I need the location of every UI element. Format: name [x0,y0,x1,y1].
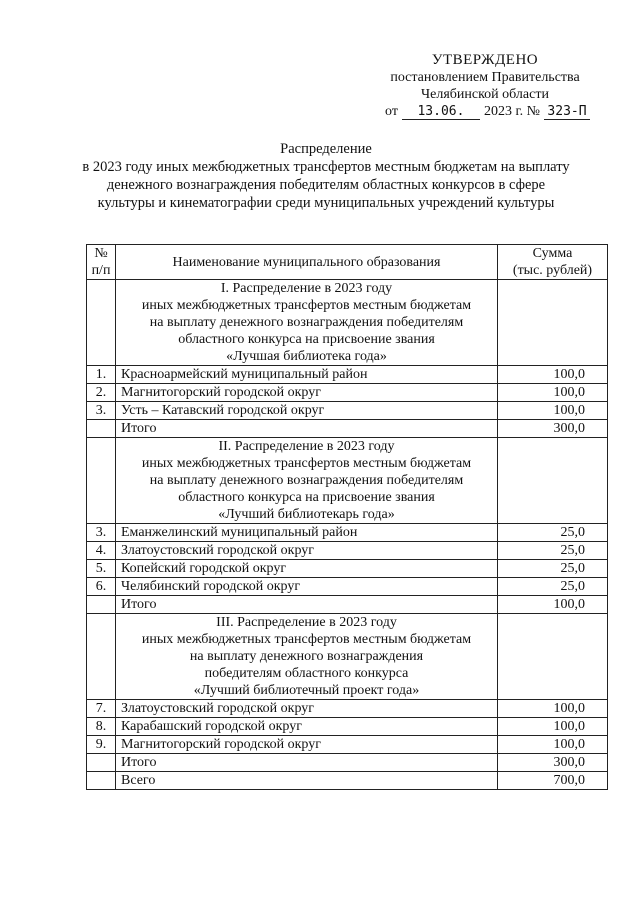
header-name: Наименование муниципального образования [116,245,498,280]
row-sum: 25,0 [498,578,608,596]
approval-from-label: от [385,104,398,119]
header-num: № п/п [87,245,116,280]
row-num: 3. [87,402,116,420]
approval-date: 13.06. [402,105,480,120]
row-name: Усть – Катавский городской округ [116,402,498,420]
row-name: Карабашский городской округ [116,718,498,736]
row-name: Копейский городской округ [116,560,498,578]
section-title-row [87,438,608,524]
grand-total-value: 700,0 [498,772,608,790]
row-num: 4. [87,542,116,560]
approval-stamp [380,52,590,120]
row-name: Красноармейский муниципальный район [116,366,498,384]
title-line: денежного вознаграждения победителям областных конкурсов в сфере [106,177,546,193]
approval-line2: Челябинской области [421,87,549,102]
grand-total-row [87,772,608,790]
section-title-row [87,280,608,366]
subtotal-value: 300,0 [498,754,608,772]
header-sum: Сумма (тыс. рублей) [498,245,608,280]
row-sum: 100,0 [498,718,608,736]
subtotal-value: 300,0 [498,420,608,438]
table-header-row [87,245,608,280]
row-sum: 25,0 [498,542,608,560]
row-name: Магнитогорский городской округ [116,736,498,754]
grand-total-label: Всего [116,772,498,790]
document-title [60,140,592,212]
row-sum: 100,0 [498,366,608,384]
table-row [87,578,608,596]
table-row [87,700,608,718]
table-row [87,560,608,578]
subtotal-row [87,420,608,438]
table-row [87,542,608,560]
table-row [87,736,608,754]
table-row [87,718,608,736]
row-num: 8. [87,718,116,736]
approval-number: 323-П [544,105,590,120]
subtotal-row [87,596,608,614]
subtotal-label: Итого [116,754,498,772]
title-line: культуры и кинематографии среди муниципальных учреждений культуры [97,195,555,211]
row-name: Еманжелинский муниципальный район [116,524,498,542]
row-num: 2. [87,384,116,402]
row-sum: 100,0 [498,736,608,754]
row-sum: 25,0 [498,524,608,542]
row-num: 5. [87,560,116,578]
section-title: I. Распределение в 2023 году иных межбюджетных трансфертов местным бюджетам на выплату денежного вознаграждения победителям областного конкурса на присвоение звания «Лучшая библиотека года» [116,280,498,366]
row-name: Златоустовский городской округ [116,542,498,560]
approval-heading: УТВЕРЖДЕНО [431,52,539,68]
row-sum: 25,0 [498,560,608,578]
subtotal-value: 100,0 [498,596,608,614]
row-sum: 100,0 [498,384,608,402]
approval-date-row [380,103,590,120]
approval-line1: постановлением Правительства [390,70,580,85]
row-name: Златоустовский городской округ [116,700,498,718]
row-sum: 100,0 [498,402,608,420]
distribution-table [86,244,608,790]
title-line: в 2023 году иных межбюджетных трансфертов местным бюджетам на выплату [82,159,570,175]
row-num: 3. [87,524,116,542]
section-title: II. Распределение в 2023 году иных межбюджетных трансфертов местным бюджетам на выплату денежного вознаграждения победителям областного конкурса на присвоение звания «Лучший библиотекарь года» [116,438,498,524]
table-row [87,366,608,384]
section-title: III. Распределение в 2023 году иных межбюджетных трансфертов местным бюджетам на выплату денежного вознаграждения победителям областного конкурса «Лучший библиотечный проект года» [116,614,498,700]
row-num: 1. [87,366,116,384]
title-line: Распределение [280,141,372,157]
table-row [87,524,608,542]
approval-year-label: 2023 г. № [483,104,540,119]
row-sum: 100,0 [498,700,608,718]
subtotal-row [87,754,608,772]
row-name: Челябинский городской округ [116,578,498,596]
row-name: Магнитогорский городской округ [116,384,498,402]
subtotal-label: Итого [116,420,498,438]
row-num: 6. [87,578,116,596]
table-row [87,384,608,402]
table-row [87,402,608,420]
row-num: 9. [87,736,116,754]
subtotal-label: Итого [116,596,498,614]
section-title-row [87,614,608,700]
row-num: 7. [87,700,116,718]
